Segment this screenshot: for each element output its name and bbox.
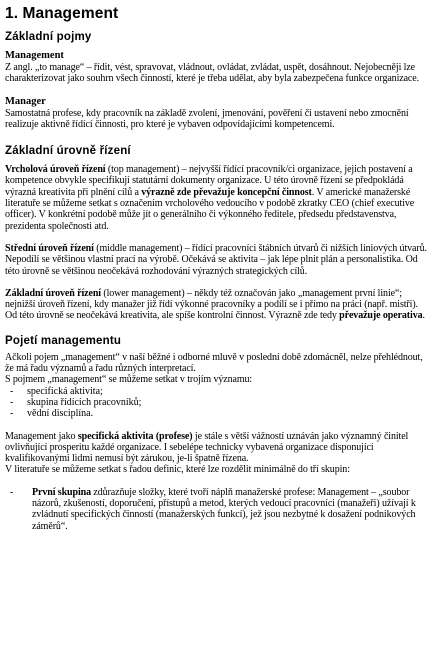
management-definition: Z angl. „to manage“ – řídit, vést, spravovat, vládnout, ovládat, zvládat, uspět, dosáhnout. Nejobecněji lze charakterizovat jako souhrn všech činností, které je třeba udělat, aby byla zabezpečena funkce organizace. <box>5 62 420 85</box>
lower-management-emphasis: převažuje operativa <box>339 310 423 322</box>
lower-management-paragraph <box>5 288 427 322</box>
first-group-label: První skupina <box>32 486 92 498</box>
lower-management-text-2: . <box>422 310 425 322</box>
list-item: - skupina řídících pracovníků; <box>5 397 427 408</box>
specific-activity-emphasis: specifická aktivita (profese) <box>77 430 193 442</box>
top-management-text-1: (top management) – nejvyšší řídící pracovník/ci organizace, jejich postavení a kompetence obvykle specifikují statutární dokumenty organizace. U této úrovně řízení se předpokládá výrazná kreativita při plnění cílů a <box>5 164 413 198</box>
middle-management-paragraph <box>5 243 427 277</box>
top-management-text-2: . V americké manažerské literatuře se můžeme setkat s označením vrcholového vedoucího v podobě zkratky CEO (chief executive officer). V konkrétní podobě může jít o generálního či výkonného ředitele, předsedu představenstva, prezidenta společnosti atd. <box>5 186 415 232</box>
middle-management-text: (middle management) – řídící pracovníci štábních útvarů či nižších liniových útvarů. Nepodílí se většinou vlastní prací na výrobě. Očekává se aktivita – jak lépe plnit plán a personalistika. Od této úrovně se většinou neočekává rozhodování výrazných strategických cílů. <box>5 242 427 277</box>
top-management-label: Vrcholová úroveň řízení <box>5 164 106 176</box>
manager-definition: Samostatná profese, kdy pracovník na základě zvolení, jmenování, pověření či ustavení nebo zmocnění realizuje aktivně řídící činnosti, pro které je vybaven odpovídajícími kompetencemi. <box>5 107 409 130</box>
subheading-manager: Manager <box>5 95 46 107</box>
concept-intro: Ačkoli pojem „management“ v naší běžné i odborné mluvě v poslední době zdomácněl, nelze přehlédnout, že má řadu významů a řadu různých interpretací. <box>5 351 423 375</box>
list-item: - specifická aktivita; <box>5 386 427 397</box>
concept-lead: S pojmem „management“ se můžeme setkat v trojím významu: <box>5 374 253 386</box>
top-management-paragraph <box>5 164 427 232</box>
lower-management-text-1: (lower management) – někdy též označován jako „management první linie“; nejnižší úroveň řízení, kdy manažer již řídí výkonné pracovníky a podílí se i přímo na práci (např. mistři). Od této úrovně se neočekává kreativita, ale spíše kontrolní činnost. Výrazně zde tedy <box>5 287 418 322</box>
section-heading-management-concept: Pojetí managementu <box>5 334 122 347</box>
meaning-list <box>5 386 427 420</box>
section-heading-basic-terms: Základní pojmy <box>5 31 92 43</box>
top-management-emphasis: výrazně zde převažuje koncepční činnost <box>141 186 312 198</box>
specific-activity-text-2: je stále s větší vážností uznáván jako významný činitel ovlivňující prosperitu každé organizace. I sebelépe technicky vybavená organizace disponující kvalifikovanými lidmi nemusí být zárukou, je-li špatně řízena. <box>5 430 409 465</box>
specific-activity-text-1: Management jako <box>5 430 78 442</box>
first-group-paragraph <box>32 487 427 532</box>
definitions-lead: V literatuře se můžeme setkat s řadou definic, které lze rozdělit minimálně do tří skupin: <box>5 464 350 476</box>
first-group-item <box>5 487 427 532</box>
specific-activity-paragraph <box>5 431 427 465</box>
page-title: 1. Management <box>5 5 119 22</box>
subheading-management: Management <box>5 50 64 61</box>
first-group-text: zdůrazňuje složky, které tvoří náplň manažerské profese: Management – „soubor názorů, zkušeností, doporučení, přístupů a metod, kterých vedoucí pracovníci (manažeři) užívají k zvládnutí specifických činností (manažerských funkcí), jež jsou nezbytné k dosažení podnikových záměrů“. <box>32 486 416 532</box>
middle-management-label: Střední úroveň řízení <box>5 242 94 254</box>
list-item: - vědní disciplína. <box>5 408 427 419</box>
dash-marker: - <box>10 486 14 498</box>
lower-management-label: Základní úroveň řízení <box>5 287 101 299</box>
section-heading-management-levels: Základní úrovně řízení <box>5 145 131 158</box>
